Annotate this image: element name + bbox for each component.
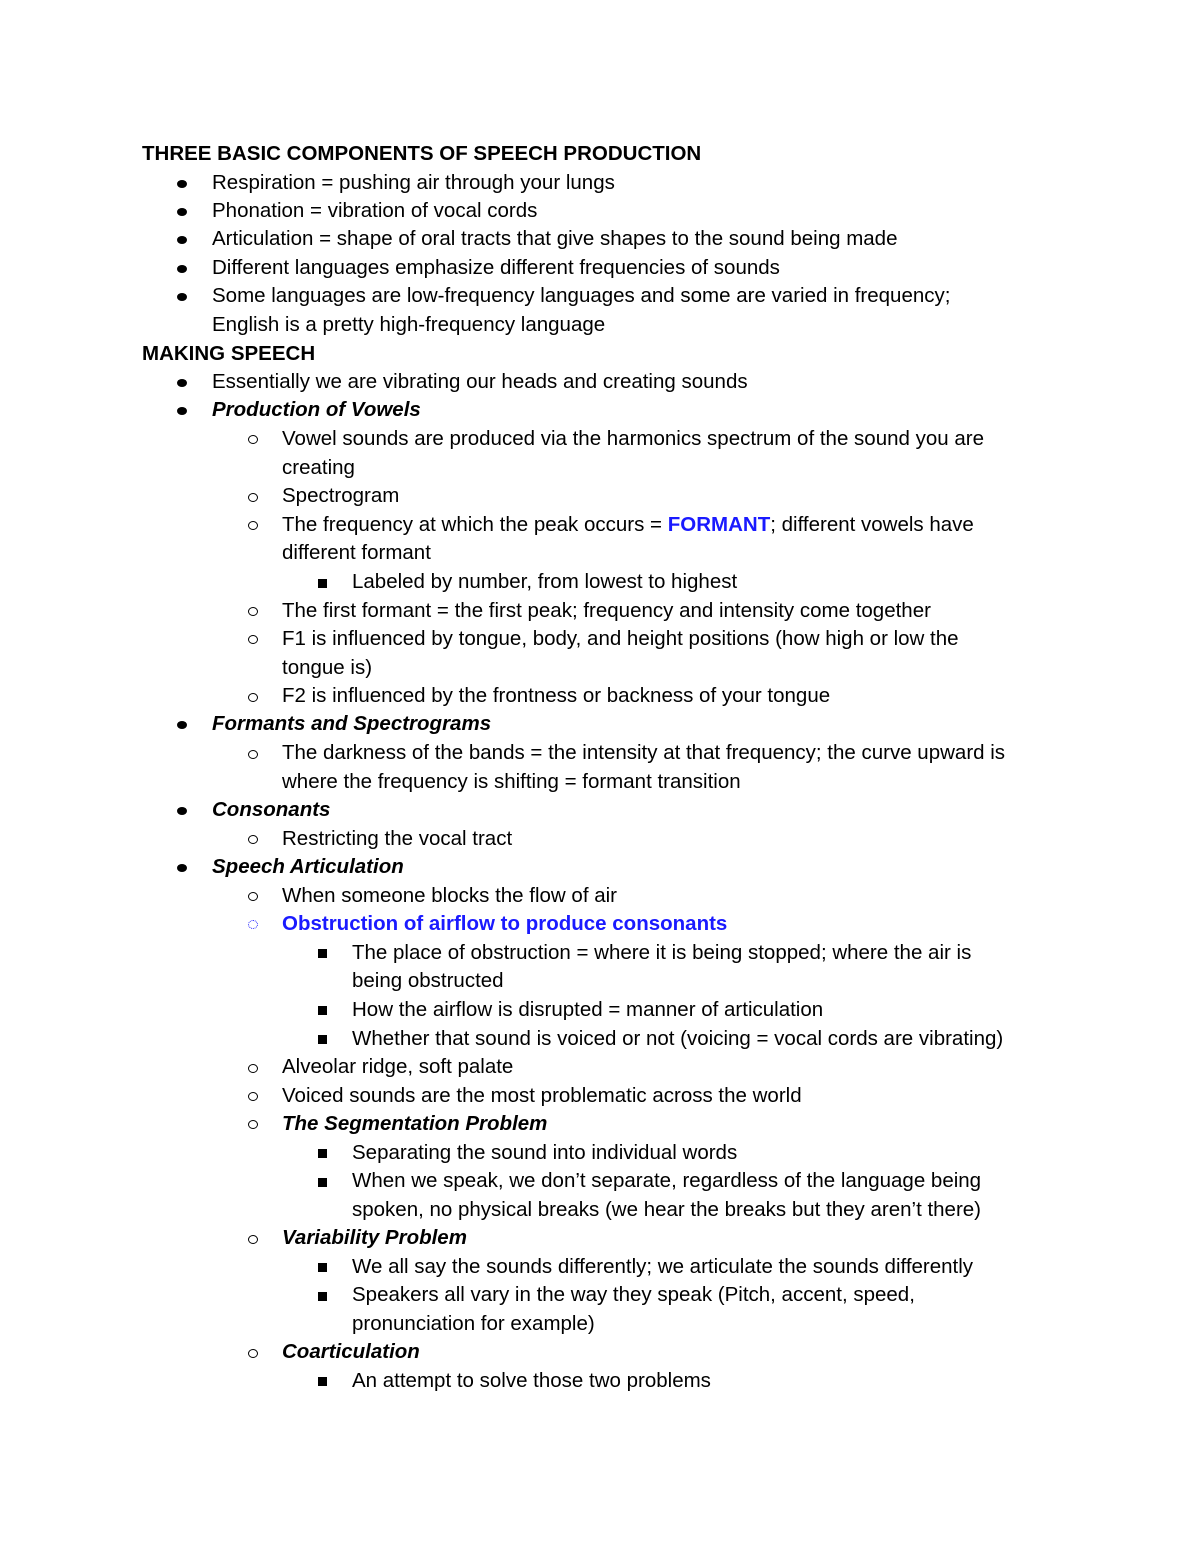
- list-item: Restricting the vocal tract: [282, 827, 513, 850]
- subheading-speech-articulation: Speech Articulation: [212, 855, 404, 878]
- list-item: Phonation = vibration of vocal cords: [212, 199, 538, 222]
- subheading-coarticulation: Coarticulation: [282, 1340, 420, 1363]
- bullet-disc-icon: [177, 407, 187, 415]
- bullet-circle-icon: [248, 750, 258, 759]
- bullet-square-icon: [318, 1035, 327, 1044]
- bullet-disc-icon: [177, 864, 187, 872]
- subheading-production-of-vowels: Production of Vowels: [212, 398, 421, 421]
- bullet-circle-icon: [248, 1092, 258, 1101]
- bullet-disc-icon: [177, 379, 187, 387]
- bullet-disc-icon: [177, 265, 187, 273]
- list-item: Respiration = pushing air through your lungs: [212, 171, 615, 194]
- bullet-circle-icon: [248, 1064, 258, 1073]
- list-item: Some languages are low-frequency languages and some are varied in frequency;: [212, 284, 951, 307]
- subheading-segmentation-problem: The Segmentation Problem: [282, 1112, 548, 1135]
- list-item: Whether that sound is voiced or not (voicing = vocal cords are vibrating): [352, 1027, 1004, 1050]
- list-item-formant: [282, 511, 974, 539]
- formant-text-pre: The frequency at which the peak occurs =: [282, 513, 668, 536]
- list-item: Different languages emphasize different frequencies of sounds: [212, 256, 780, 279]
- bullet-circle-icon: [248, 693, 258, 702]
- list-item-continuation: where the frequency is shifting = formant transition: [282, 770, 741, 793]
- list-item: Separating the sound into individual words: [352, 1141, 738, 1164]
- list-item-highlight: Obstruction of airflow to produce consonants: [282, 912, 728, 935]
- list-item-continuation: spoken, no physical breaks (we hear the breaks but they aren’t there): [352, 1198, 982, 1221]
- bullet-circle-icon: [248, 1349, 258, 1358]
- bullet-circle-icon: [248, 607, 258, 616]
- subheading-consonants: Consonants: [212, 798, 331, 821]
- bullet-circle-icon: [248, 835, 258, 844]
- bullet-circle-icon: [248, 892, 258, 901]
- bullet-disc-icon: [177, 208, 187, 216]
- bullet-square-icon: [318, 1377, 327, 1386]
- bullet-disc-icon: [177, 293, 187, 301]
- list-item: When we speak, we don’t separate, regardless of the language being: [352, 1169, 982, 1192]
- list-item-continuation: creating: [282, 456, 355, 479]
- list-item-continuation: English is a pretty high-frequency language: [212, 313, 606, 336]
- list-item: Articulation = shape of oral tracts that give shapes to the sound being made: [212, 227, 898, 250]
- bullet-disc-icon: [177, 721, 187, 729]
- subheading-variability-problem: Variability Problem: [282, 1226, 467, 1249]
- bullet-square-icon: [318, 1006, 327, 1015]
- bullet-square-icon: [318, 579, 327, 588]
- list-item: Voiced sounds are the most problematic across the world: [282, 1084, 802, 1107]
- bullet-circle-icon: [248, 521, 258, 530]
- formant-term: FORMANT: [667, 513, 771, 536]
- list-item: An attempt to solve those two problems: [352, 1369, 711, 1392]
- list-item-continuation: pronunciation for example): [352, 1312, 595, 1335]
- list-item-continuation: different formant: [282, 541, 431, 564]
- list-item: Spectrogram: [282, 484, 400, 507]
- bullet-disc-icon: [177, 807, 187, 815]
- list-item: The darkness of the bands = the intensity at that frequency; the curve upward is: [282, 741, 1006, 764]
- subheading-formants-spectrograms: Formants and Spectrograms: [212, 712, 492, 735]
- list-item: The place of obstruction = where it is being stopped; where the air is: [352, 941, 972, 964]
- formant-text-post: ; different vowels have: [770, 513, 974, 536]
- list-item: Essentially we are vibrating our heads and creating sounds: [212, 370, 748, 393]
- list-item: Speakers all vary in the way they speak (Pitch, accent, speed,: [352, 1283, 915, 1306]
- bullet-square-icon: [318, 1292, 327, 1301]
- bullet-disc-icon: [177, 236, 187, 244]
- bullet-circle-icon: [248, 1120, 258, 1129]
- list-item-continuation: tongue is): [282, 656, 373, 679]
- list-item-continuation: being obstructed: [352, 969, 504, 992]
- list-item: When someone blocks the flow of air: [282, 884, 617, 907]
- bullet-square-icon: [318, 949, 327, 958]
- list-item: Alveolar ridge, soft palate: [282, 1055, 514, 1078]
- list-item: F1 is influenced by tongue, body, and height positions (how high or low the: [282, 627, 959, 650]
- section-heading-components: THREE BASIC COMPONENTS OF SPEECH PRODUCTION: [142, 142, 702, 165]
- bullet-square-icon: [318, 1178, 327, 1187]
- bullet-dotted-circle-icon: [248, 920, 258, 929]
- list-item: Labeled by number, from lowest to highest: [352, 570, 738, 593]
- list-item: The first formant = the first peak; frequency and intensity come together: [282, 599, 931, 622]
- bullet-circle-icon: [248, 635, 258, 644]
- list-item: Vowel sounds are produced via the harmonics spectrum of the sound you are: [282, 427, 984, 450]
- bullet-square-icon: [318, 1263, 327, 1272]
- bullet-circle-icon: [248, 493, 258, 502]
- bullet-disc-icon: [177, 180, 187, 188]
- bullet-square-icon: [318, 1149, 327, 1158]
- bullet-circle-icon: [248, 1235, 258, 1244]
- section-heading-making-speech: MAKING SPEECH: [142, 342, 316, 365]
- list-item: F2 is influenced by the frontness or backness of your tongue: [282, 684, 831, 707]
- list-item: How the airflow is disrupted = manner of articulation: [352, 998, 824, 1021]
- bullet-circle-icon: [248, 435, 258, 444]
- list-item: We all say the sounds differently; we articulate the sounds differently: [352, 1255, 974, 1278]
